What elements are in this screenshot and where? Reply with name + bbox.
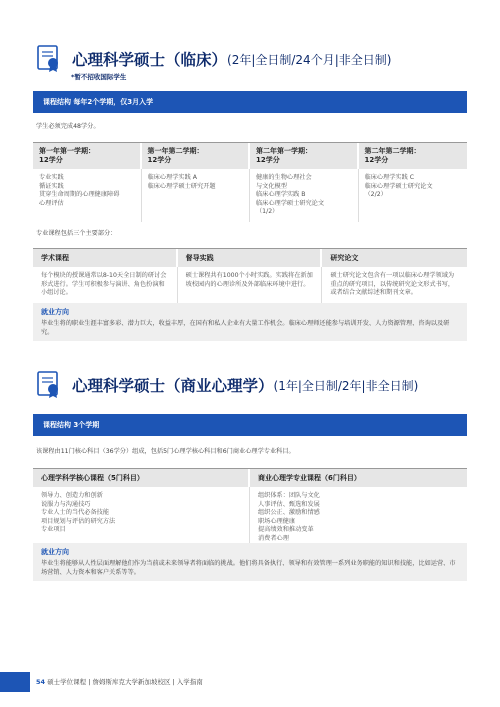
certificate-icon xyxy=(36,371,62,399)
employment-heading: 就业方向 xyxy=(41,308,69,316)
section2-employment xyxy=(33,543,467,581)
components-intro: 专业课程包括三个主要部分： xyxy=(36,230,117,237)
business-courses-list: 组织体系：团队与文化 人事评估、甄选和发展 组织公正、激励和情感 职场心理健康 提高绩效和推动变革 消费者心理 xyxy=(258,492,320,542)
section1-title-row xyxy=(36,45,391,73)
section2-title: 心理科学硕士（商业心理学） xyxy=(72,377,274,395)
semester-header: 第一年第二学期： 12学分 xyxy=(142,143,251,169)
component-text: 硕士课程共有1000个小时实践。实践将在新加坡校园内的心理诊所及外部临床环境中进行。 xyxy=(178,267,323,303)
semester-header: 第一年第一学期： 12学分 xyxy=(33,143,142,169)
component-text: 硕士研究论文包含有一项以临床心理学领域为重点的研究项目，以传统研究论文形式书写，或者结合文献综述和期刊文章。 xyxy=(330,272,455,296)
certificate-icon xyxy=(36,45,62,73)
semester-table xyxy=(33,142,467,222)
section1-subtitle: (2年|全日制/24个月|非全日制) xyxy=(227,52,392,67)
footer-accent xyxy=(0,672,30,692)
component-header: 研究论文 xyxy=(322,249,467,267)
section2-intro: 该课程由11门核心科目（36学分）组成，包括5门心理学核心科目和6门商业心理学专业科目。 xyxy=(36,448,295,455)
employment-text: 毕业生将的职业生涯丰富多彩、潜力巨大，收益丰厚，在国有和私人企业有大量工作机会。临床心理师还能参与培训开发、人力资源管理、咨询以及研究。 xyxy=(41,320,450,336)
section1-employment xyxy=(33,303,467,341)
section1-structure-bar: 课程结构 每年2个学期，仅3月入学 xyxy=(33,91,467,113)
section2-course-table xyxy=(33,468,467,548)
core-courses-header: 心理学科学核心课程（5门科目） xyxy=(33,469,250,487)
employment-heading: 就业方向 xyxy=(41,548,69,556)
semester-cell: 临床心理学实践 C 临床心理学硕士研究论文 （2/2） xyxy=(364,174,433,198)
semester-header: 第二年第二学期： 12学分 xyxy=(359,143,468,169)
section1-title: 心理科学硕士（临床） xyxy=(72,51,228,69)
page-number: 54 xyxy=(36,678,46,686)
core-courses-list: 领导力、创造力和创新 说服力与沟通技巧 专业人士的当代必备技能 项目规划与评估的研究方法 专业项目 xyxy=(33,487,250,548)
footer-label: 硕士学位课程 | 詹姆斯库克大学新加坡校区 | 入学指南 xyxy=(47,678,203,686)
component-header: 学术课程 xyxy=(33,249,178,267)
component-header: 督导实践 xyxy=(178,249,323,267)
components-table xyxy=(33,248,467,303)
section1-note: *暂不招收国际学生 xyxy=(71,73,127,81)
section2-structure-bar: 课程结构 3个学期 xyxy=(33,414,467,436)
semester-cell: 临床心理学实践 A 临床心理学硕士研究开题 xyxy=(142,169,251,222)
component-text: 每个模块的授课通常以8-10天全日制的研讨会形式进行。学生可积极参与演讲、角色扮演和小组讨论。 xyxy=(33,267,178,303)
semester-cell: 健康的生物心理社会 与文化模型 临床心理学实践 B 临床心理学硕士研究论文 （1/2） xyxy=(250,169,359,222)
page-footer xyxy=(0,672,500,692)
business-courses-header: 商业心理学专业课程（6门科目） xyxy=(250,469,467,487)
semester-cell: 专业实践 循证实践 贯穿生命周期的心理健康障碍 心理评估 xyxy=(33,169,142,222)
semester-header: 第二年第一学期： 12学分 xyxy=(250,143,359,169)
section1-credits-text: 学生必须完成48学分。 xyxy=(36,123,100,130)
employment-text: 毕业生将能够从人性层面理解他们作为当前或未来领导者将面临的挑战。他们将具备执行、领导和有效管理一系列业务职能的知识和技能，比如运营、市场营销、人力资本和客户关系等等。 xyxy=(41,560,456,576)
footer-text xyxy=(30,672,203,692)
section2-subtitle: (1年|全日制/2年|非全日制) xyxy=(273,378,419,393)
section2-title-row xyxy=(36,371,418,399)
